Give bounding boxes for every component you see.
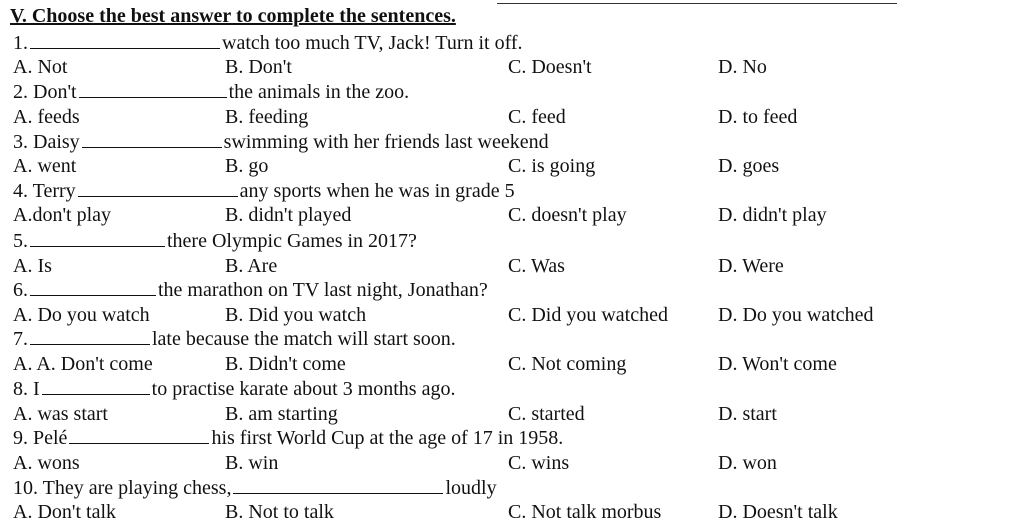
answer-blank[interactable]: [30, 327, 150, 345]
question-prefix: 10. They are playing chess,: [13, 477, 232, 499]
answer-blank[interactable]: [30, 31, 220, 49]
option-d[interactable]: D. Do you watched: [718, 304, 874, 326]
answer-blank[interactable]: [233, 476, 443, 494]
option-c[interactable]: C. Was: [508, 255, 565, 277]
option-a[interactable]: A. feeds: [13, 106, 80, 128]
option-a[interactable]: A. Do you watch: [13, 304, 150, 326]
question-1: [13, 31, 523, 55]
question-10: [13, 476, 497, 500]
question-6: [13, 278, 488, 302]
option-d[interactable]: D. didn't play: [718, 204, 827, 226]
question-text: his first World Cup at the age of 17 in 1958.: [211, 427, 564, 449]
option-b[interactable]: B. Not to talk: [225, 501, 334, 523]
answer-blank[interactable]: [69, 426, 209, 444]
question-text: the animals in the zoo.: [228, 81, 410, 103]
option-b[interactable]: B. win: [225, 452, 279, 474]
question-text: watch too much TV, Jack! Turn it off.: [222, 32, 523, 54]
option-c[interactable]: C. wins: [508, 452, 570, 474]
answer-blank[interactable]: [42, 377, 150, 395]
option-b[interactable]: B. didn't played: [225, 204, 352, 226]
option-d[interactable]: D. No: [718, 56, 767, 78]
section-heading: V. Choose the best answer to complete the sentences.: [10, 5, 456, 27]
option-d[interactable]: D. goes: [718, 155, 780, 177]
option-d[interactable]: D. start: [718, 403, 777, 425]
option-a[interactable]: A. A. Don't come: [13, 353, 153, 375]
option-b[interactable]: B. am starting: [225, 403, 338, 425]
question-text: the marathon on TV last night, Jonathan?: [158, 279, 488, 301]
option-a[interactable]: A. went: [13, 155, 77, 177]
question-prefix: 4. Terry: [13, 180, 76, 202]
option-a[interactable]: A.don't play: [13, 204, 112, 226]
question-text: late because the match will start soon.: [152, 328, 456, 350]
option-b[interactable]: B. Are: [225, 255, 278, 277]
option-c[interactable]: C. feed: [508, 106, 566, 128]
option-d[interactable]: D. won: [718, 452, 777, 474]
question-2: [13, 80, 409, 104]
question-5: [13, 229, 417, 253]
option-c[interactable]: C. doesn't play: [508, 204, 627, 226]
top-rule: [497, 3, 897, 4]
option-a[interactable]: A. Don't talk: [13, 501, 117, 523]
option-d[interactable]: D. to feed: [718, 106, 798, 128]
option-d[interactable]: D. Were: [718, 255, 784, 277]
option-a[interactable]: A. wons: [13, 452, 80, 474]
option-c[interactable]: C. Not coming: [508, 353, 627, 375]
question-7: [13, 327, 456, 351]
question-8: [13, 377, 455, 401]
option-c[interactable]: C. is going: [508, 155, 596, 177]
option-b[interactable]: B. Don't: [225, 56, 292, 78]
question-prefix: 2. Don't: [13, 81, 77, 103]
question-text: loudly: [445, 477, 497, 499]
option-c[interactable]: C. Doesn't: [508, 56, 592, 78]
option-b[interactable]: B. Did you watch: [225, 304, 367, 326]
option-a[interactable]: A. Is: [13, 255, 52, 277]
question-text: swimming with her friends last weekend: [223, 131, 549, 153]
answer-blank[interactable]: [78, 179, 238, 197]
question-prefix: 8. I: [13, 378, 40, 400]
option-d[interactable]: D. Won't come: [718, 353, 837, 375]
option-c[interactable]: C. started: [508, 403, 585, 425]
question-prefix: 7.: [13, 328, 28, 350]
question-text: to practise karate about 3 months ago.: [151, 378, 456, 400]
option-b[interactable]: B. Didn't come: [225, 353, 346, 375]
question-text: any sports when he was in grade 5: [239, 180, 515, 202]
question-prefix: 3. Daisy: [13, 131, 80, 153]
question-9: [13, 426, 563, 450]
answer-blank[interactable]: [79, 80, 227, 98]
question-prefix: 1.: [13, 32, 28, 54]
option-c[interactable]: C. Did you watched: [508, 304, 668, 326]
option-d[interactable]: D. Doesn't talk: [718, 501, 838, 523]
question-3: [13, 130, 549, 154]
answer-blank[interactable]: [82, 130, 222, 148]
answer-blank[interactable]: [30, 229, 165, 247]
question-prefix: 9. Pelé: [13, 427, 68, 449]
option-b[interactable]: B. go: [225, 155, 269, 177]
option-a[interactable]: A. Not: [13, 56, 68, 78]
option-c[interactable]: C. Not talk morbus: [508, 501, 662, 523]
option-a[interactable]: A. was start: [13, 403, 108, 425]
question-4: [13, 179, 515, 203]
question-prefix: 5.: [13, 230, 28, 252]
question-prefix: 6.: [13, 279, 28, 301]
option-b[interactable]: B. feeding: [225, 106, 309, 128]
answer-blank[interactable]: [30, 278, 156, 296]
question-text: there Olympic Games in 2017?: [167, 230, 417, 252]
